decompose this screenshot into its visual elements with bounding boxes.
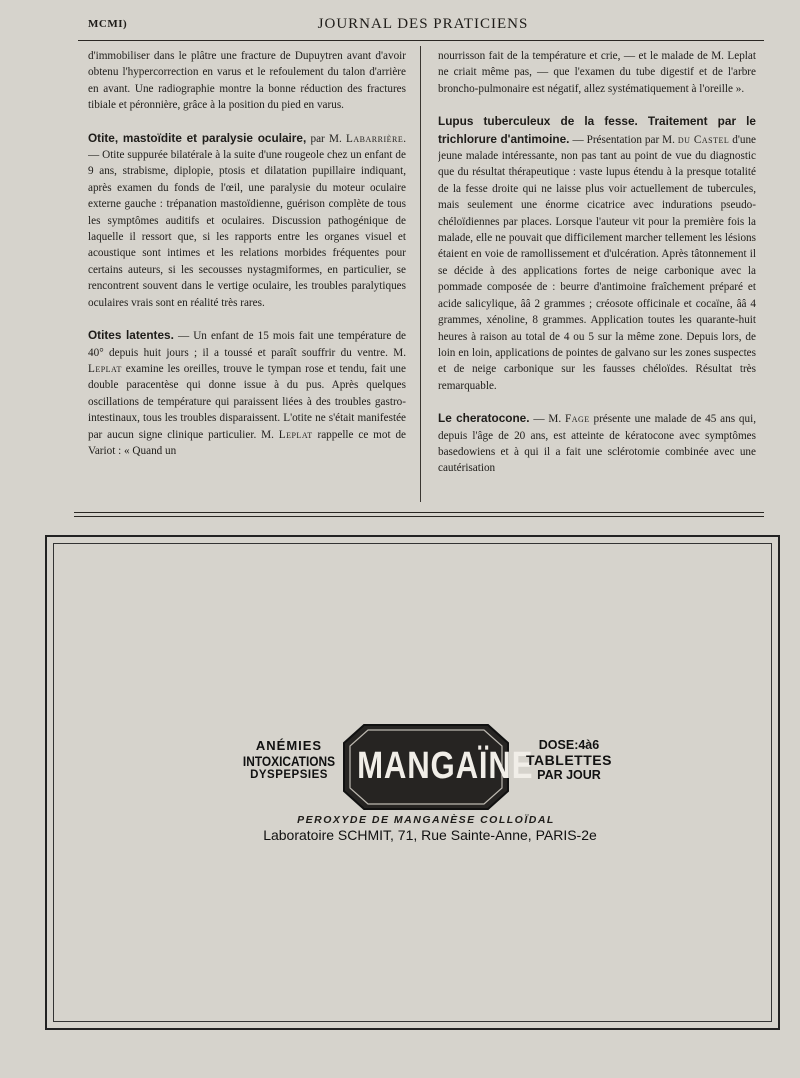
author-name: Leplat bbox=[88, 362, 122, 375]
ad-indication-dyspepsies: DYSPEPSIES bbox=[250, 769, 328, 781]
text-bottom-rule-thin bbox=[74, 516, 764, 517]
author-name: Leplat bbox=[278, 428, 313, 441]
ad-indication-intoxications: INTOXICATIONS bbox=[242, 753, 336, 769]
author-name: Fage bbox=[564, 413, 590, 426]
journal-title: JOURNAL DES PRATICIENS bbox=[317, 16, 529, 32]
left-paragraph-3: Otites latentes. — Un enfant de 15 mois fait une température de 40° depuis huit jours ; il a toussé et paraît souffrir du ventre. M. Leplat examine les oreilles, trouve le tympan rose et tendu, fait une double paracentèse qui donne issue à du pus. Après quelques oscillations de température qui paraissent liées à des troubles gastro-intestinaux, tous les troubles disparaissent. L'otite ne s'était manifestée par aucun signe clinique particulier. M. Leplat rappelle ce mot de Variot : « Quand un bbox=[88, 328, 406, 457]
folio: MCMI) bbox=[88, 18, 128, 30]
article-heading-cheratocone: Le cheratocone. bbox=[438, 411, 530, 426]
author-name: du Castel bbox=[677, 133, 730, 146]
header-rule bbox=[78, 40, 764, 41]
brand-name: MANGAÏNE bbox=[357, 745, 534, 787]
ad-address: Laboratoire SCHMIT, 71, Rue Sainte-Anne, PARIS-2e bbox=[263, 827, 597, 843]
brand-badge bbox=[342, 723, 534, 811]
right-paragraph-3: Le cheratocone. — M. Fage présente une malade de 45 ans qui, depuis l'âge de 20 ans, est atteinte de kératocone avec symptômes basedowiens et à qui il a fait une sclérotomie combinée avec une cautérisation bbox=[438, 411, 756, 475]
ad-indications bbox=[230, 738, 348, 781]
ad-indication-anemies: ANÉMIES bbox=[255, 738, 323, 753]
text-bottom-rule bbox=[74, 512, 764, 513]
right-paragraph-2: Lupus tuberculeux de la fesse. Traitement par le trichlorure d'antimoine. — Présentation par M. du Castel d'une jeune malade intéressante, non pas tant au point de vue du diagnostic que du résultat thérapeutique : vaste lupus étendu à la presque totalité de la fesse droite qui ne laisse plus voir actuellement de tubercules, mais seulement une énorme cicatrice avec indurations pseudo-chéloïdiennes par places. Lorsque l'auteur vit pour la première fois la malade, elle ne pouvait que difficilement marcher tellement les lésions étaient en voie de ramollissement et d'ulcération. Après tâtonnement il se décide à des applications fortes de neige carbonique avec la pommade composée de : beurre d'antimoine fraîchement préparé et acide salicylique, ââ 2 grammes ; créosote officinale et cocaïne, ââ 4 grammes, xénoline, 8 grammes. Application toutes les quarante-huit heures à raison au total de 4 ou 5 sur la même zone. Depuis lors, de loin en loin, applications de pointes de galvano sur les zones suspectes et de neige carbonique sur les fausses chéloïdes. Résultat très remarquable. bbox=[438, 114, 756, 392]
ad-dosage bbox=[524, 738, 614, 782]
article-heading-lupus: Lupus tuberculeux de la fesse. Traitement par le trichlorure d'antimoine. bbox=[438, 114, 756, 146]
article-heading-otite: Otite, mastoïdite et paralysie oculaire, bbox=[88, 130, 307, 145]
running-header bbox=[88, 14, 758, 40]
right-column bbox=[438, 48, 756, 504]
ad-dose: DOSE:4à6 bbox=[538, 738, 600, 752]
right-paragraph-1: nourrisson fait de la température et crie, — et le malade de M. Leplat ne criait même pas, — que l'examen du tube digestif et de l'arbre broncho-pulmonaire est négatif, allez systématiquement à l'oreille ». bbox=[438, 50, 756, 95]
left-paragraph-2: Otite, mastoïdite et paralysie oculaire, par M. Labarrière. — Otite suppurée bilatérale à la suite d'une rougeole chez un enfant de 9 ans, strabisme, diplopie, ptosis et dilatation pupillaire indiquant, après examen du fonds de l'œil, une paralysie du moteur oculaire externe gauche : trépanation mastoïdienne, guérison complète de tous les symptômes auditifs et oculaires. Discussion pathogénique de laquelle il ressort que, si les rapports entre les organes visuel et acoustique sont intimes et les relations morbides fréquentes pour certains auteurs, si les secousses nystagmiformes, en particulier, se rencontrent souvent dans le vertige oculaire, les troubles paralytiques oculaires vrais sont en réalité très rares. bbox=[88, 130, 406, 309]
column-rule bbox=[420, 46, 421, 502]
ad-tablets: TABLETTES bbox=[526, 752, 612, 768]
author-name: Labarrière bbox=[346, 132, 404, 145]
ad-tagline: PEROXYDE DE MANGANÈSE COLLOÏDAL bbox=[297, 814, 555, 826]
article-heading-otites-latentes: Otites latentes. bbox=[88, 328, 174, 343]
ad-per-day: PAR JOUR bbox=[537, 768, 601, 782]
left-column bbox=[88, 48, 406, 504]
left-paragraph-1: d'immobiliser dans le plâtre une fracture de Dupuytren avant d'avoir obtenu l'hypercorrection en varus et le refoulement du talon d'arrière en avant. Une radiographie montre la bonne réduction des fractures tibiale et péronnière, grâce à la position du pied en varus. bbox=[88, 50, 406, 112]
